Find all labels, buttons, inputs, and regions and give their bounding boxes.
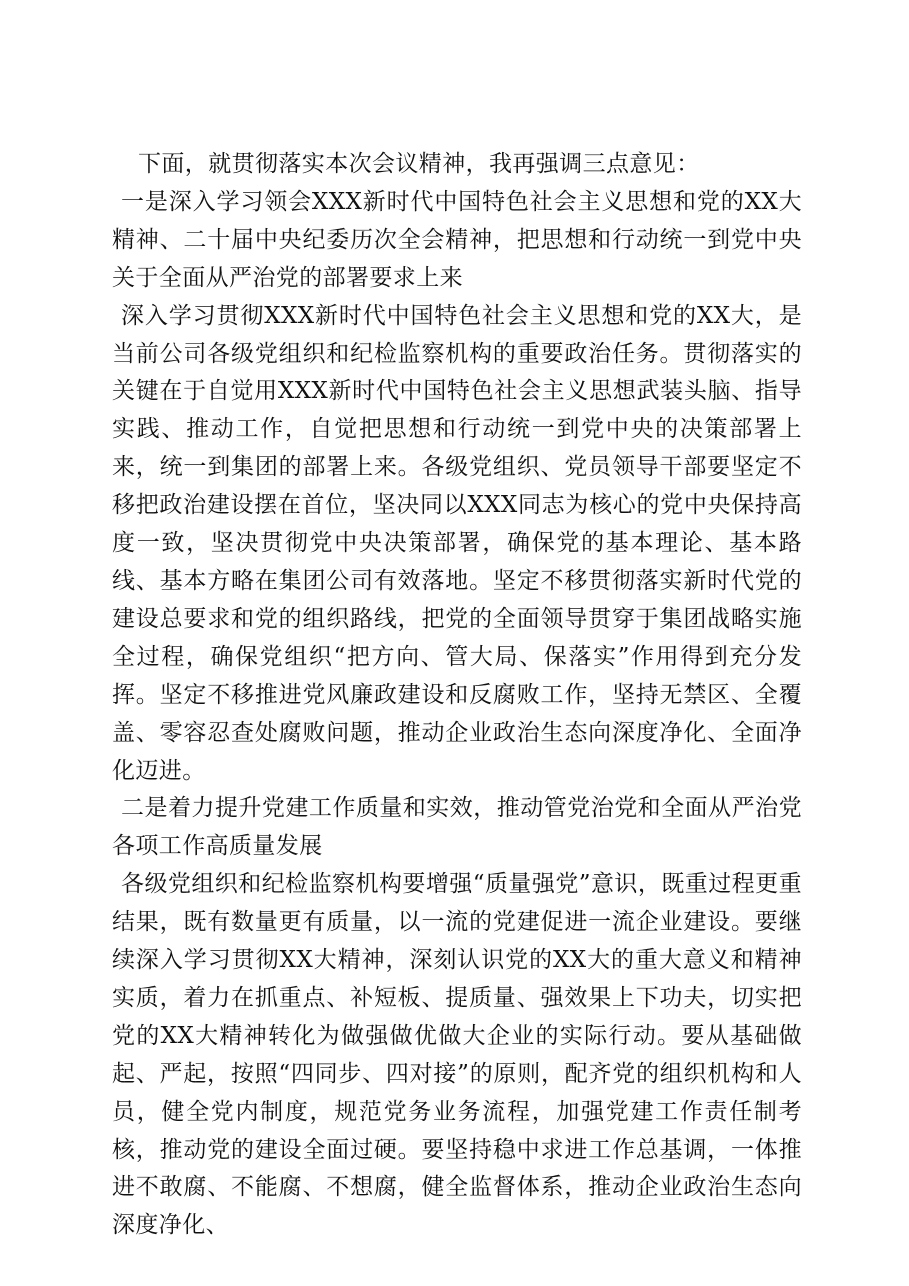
point-two-body: 各级党组织和纪检监察机构要增强“质量强党”意识，既重过程更重结果，既有数量更有质量，以一流的党建促进一流企业建设。要继续深入学习贯彻XX大精神，深刻认识党的XX大的重大意义和精神实质，着力在抓重点、补短板、提质量、强效果上下功夫，切实把党的XX大精神转化为做强做优做大企业的实际行动。要从基础做起、严起，按照“四同步、四对接”的原则，配齐党的组织机构和人员，健全党内制度，规范党务业务流程，加强党建工作责任制考核，推动党的建设全面过硬。要坚持稳中求进工作总基调，一体推进不敢腐、不能腐、不想腐，健全监督体系，推动企业政治生态向深度净化、 bbox=[112, 871, 802, 1239]
point-two-heading: 二是着力提升党建工作质量和实效，推动管党治党和全面从严治党各项工作高质量发展 bbox=[112, 795, 802, 860]
intro-paragraph: 下面，就贯彻落实本次会议精神，我再强调三点意见： bbox=[138, 151, 700, 177]
point-one-body: 深入学习贯彻XXX新时代中国特色社会主义思想和党的XX大，是当前公司各级党组织和纪检监察机构的重要政治任务。贯彻落实的关键在于自觉用XXX新时代中国特色社会主义思想武装头脑、指导实践、推动工作，自觉把思想和行动统一到党中央的决策部署上来，统一到集团的部署上来。各级党组织、党员领导干部要坚定不移把政治建设摆在首位，坚决同以XXX同志为核心的党中央保持高度一致，坚决贯彻党中央决策部署，确保党的基本理论、基本路线、基本方略在集团公司有效落地。坚定不移贯彻落实新时代党的建设总要求和党的组织路线，把党的全面领导贯穿于集团战略实施全过程，确保党组织“把方向、管大局、保落实”作用得到充分发挥。坚定不移推进党风廉政建设和反腐败工作，坚持无禁区、全覆盖、零容忍查处腐败问题，推动企业政治生态向深度净化、全面净化迈进。 bbox=[112, 302, 802, 784]
document-body bbox=[112, 146, 802, 1245]
point-one-heading: 一是深入学习领会XXX新时代中国特色社会主义思想和党的XX大精神、二十届中央纪委历次全会精神，把思想和行动统一到党中央关于全面从严治党的部署要求上来 bbox=[112, 188, 802, 291]
